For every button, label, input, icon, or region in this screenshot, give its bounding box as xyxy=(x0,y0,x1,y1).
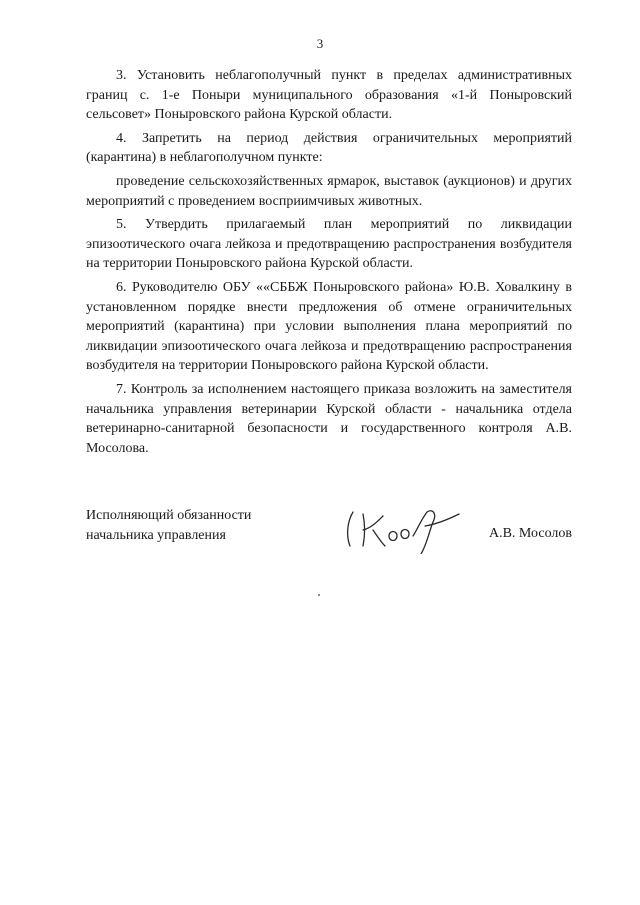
scan-dot-mark xyxy=(318,594,320,596)
handwritten-signature xyxy=(341,500,471,554)
page-number: 3 xyxy=(316,36,324,51)
paragraph-item-3: 3. Установить неблагополучный пункт в пределах административных границ с. 1-е Поныри муниципального образования «1-й Поныровский сельсовет» Поныровского района Курской области. xyxy=(86,68,572,123)
paragraph-item-4: 4. Запретить на период действия ограничительных мероприятий (карантина) в неблагополучном пункте: xyxy=(86,130,572,166)
document-body xyxy=(86,66,572,462)
signer-title xyxy=(86,506,251,545)
paragraph-item-7: 7. Контроль за исполнением настоящего приказа возложить на заместителя начальника управления ветеринарии Курской области - начальника отдела ветеринарно-санитарной безопасности и государственного контроля А.В. Мосолова. xyxy=(86,381,572,456)
paragraph-item-5: 5. Утвердить прилагаемый план мероприятий по ликвидации эпизоотического очага лейкоза и предотвращению распространения возбудителя на территории Поныровского района Курской области. xyxy=(86,217,572,272)
signer-name: А.В. Мосолов xyxy=(488,526,572,541)
paragraph-item-4-detail: проведение сельскохозяйственных ярмарок, выставок (аукционов) и других мероприятий с проведением восприимчивых животных. xyxy=(86,173,572,209)
signer-title-line1: Исполняющий обязанности xyxy=(86,508,252,523)
paragraph-item-6: 6. Руководителю ОБУ ««СББЖ Поныровского района» Ю.В. Ховалкину в установленном порядке внести предложения об отмене ограничительных мероприятий (карантина) при условии выполнения плана мероприятий по ликвидации эпизоотического очага лейкоза и предотвращению распространения возбудителя на территории Поныровского района Курской области. xyxy=(86,279,572,374)
signer-title-line2: начальника управления xyxy=(86,527,226,543)
signature-block xyxy=(86,506,572,556)
